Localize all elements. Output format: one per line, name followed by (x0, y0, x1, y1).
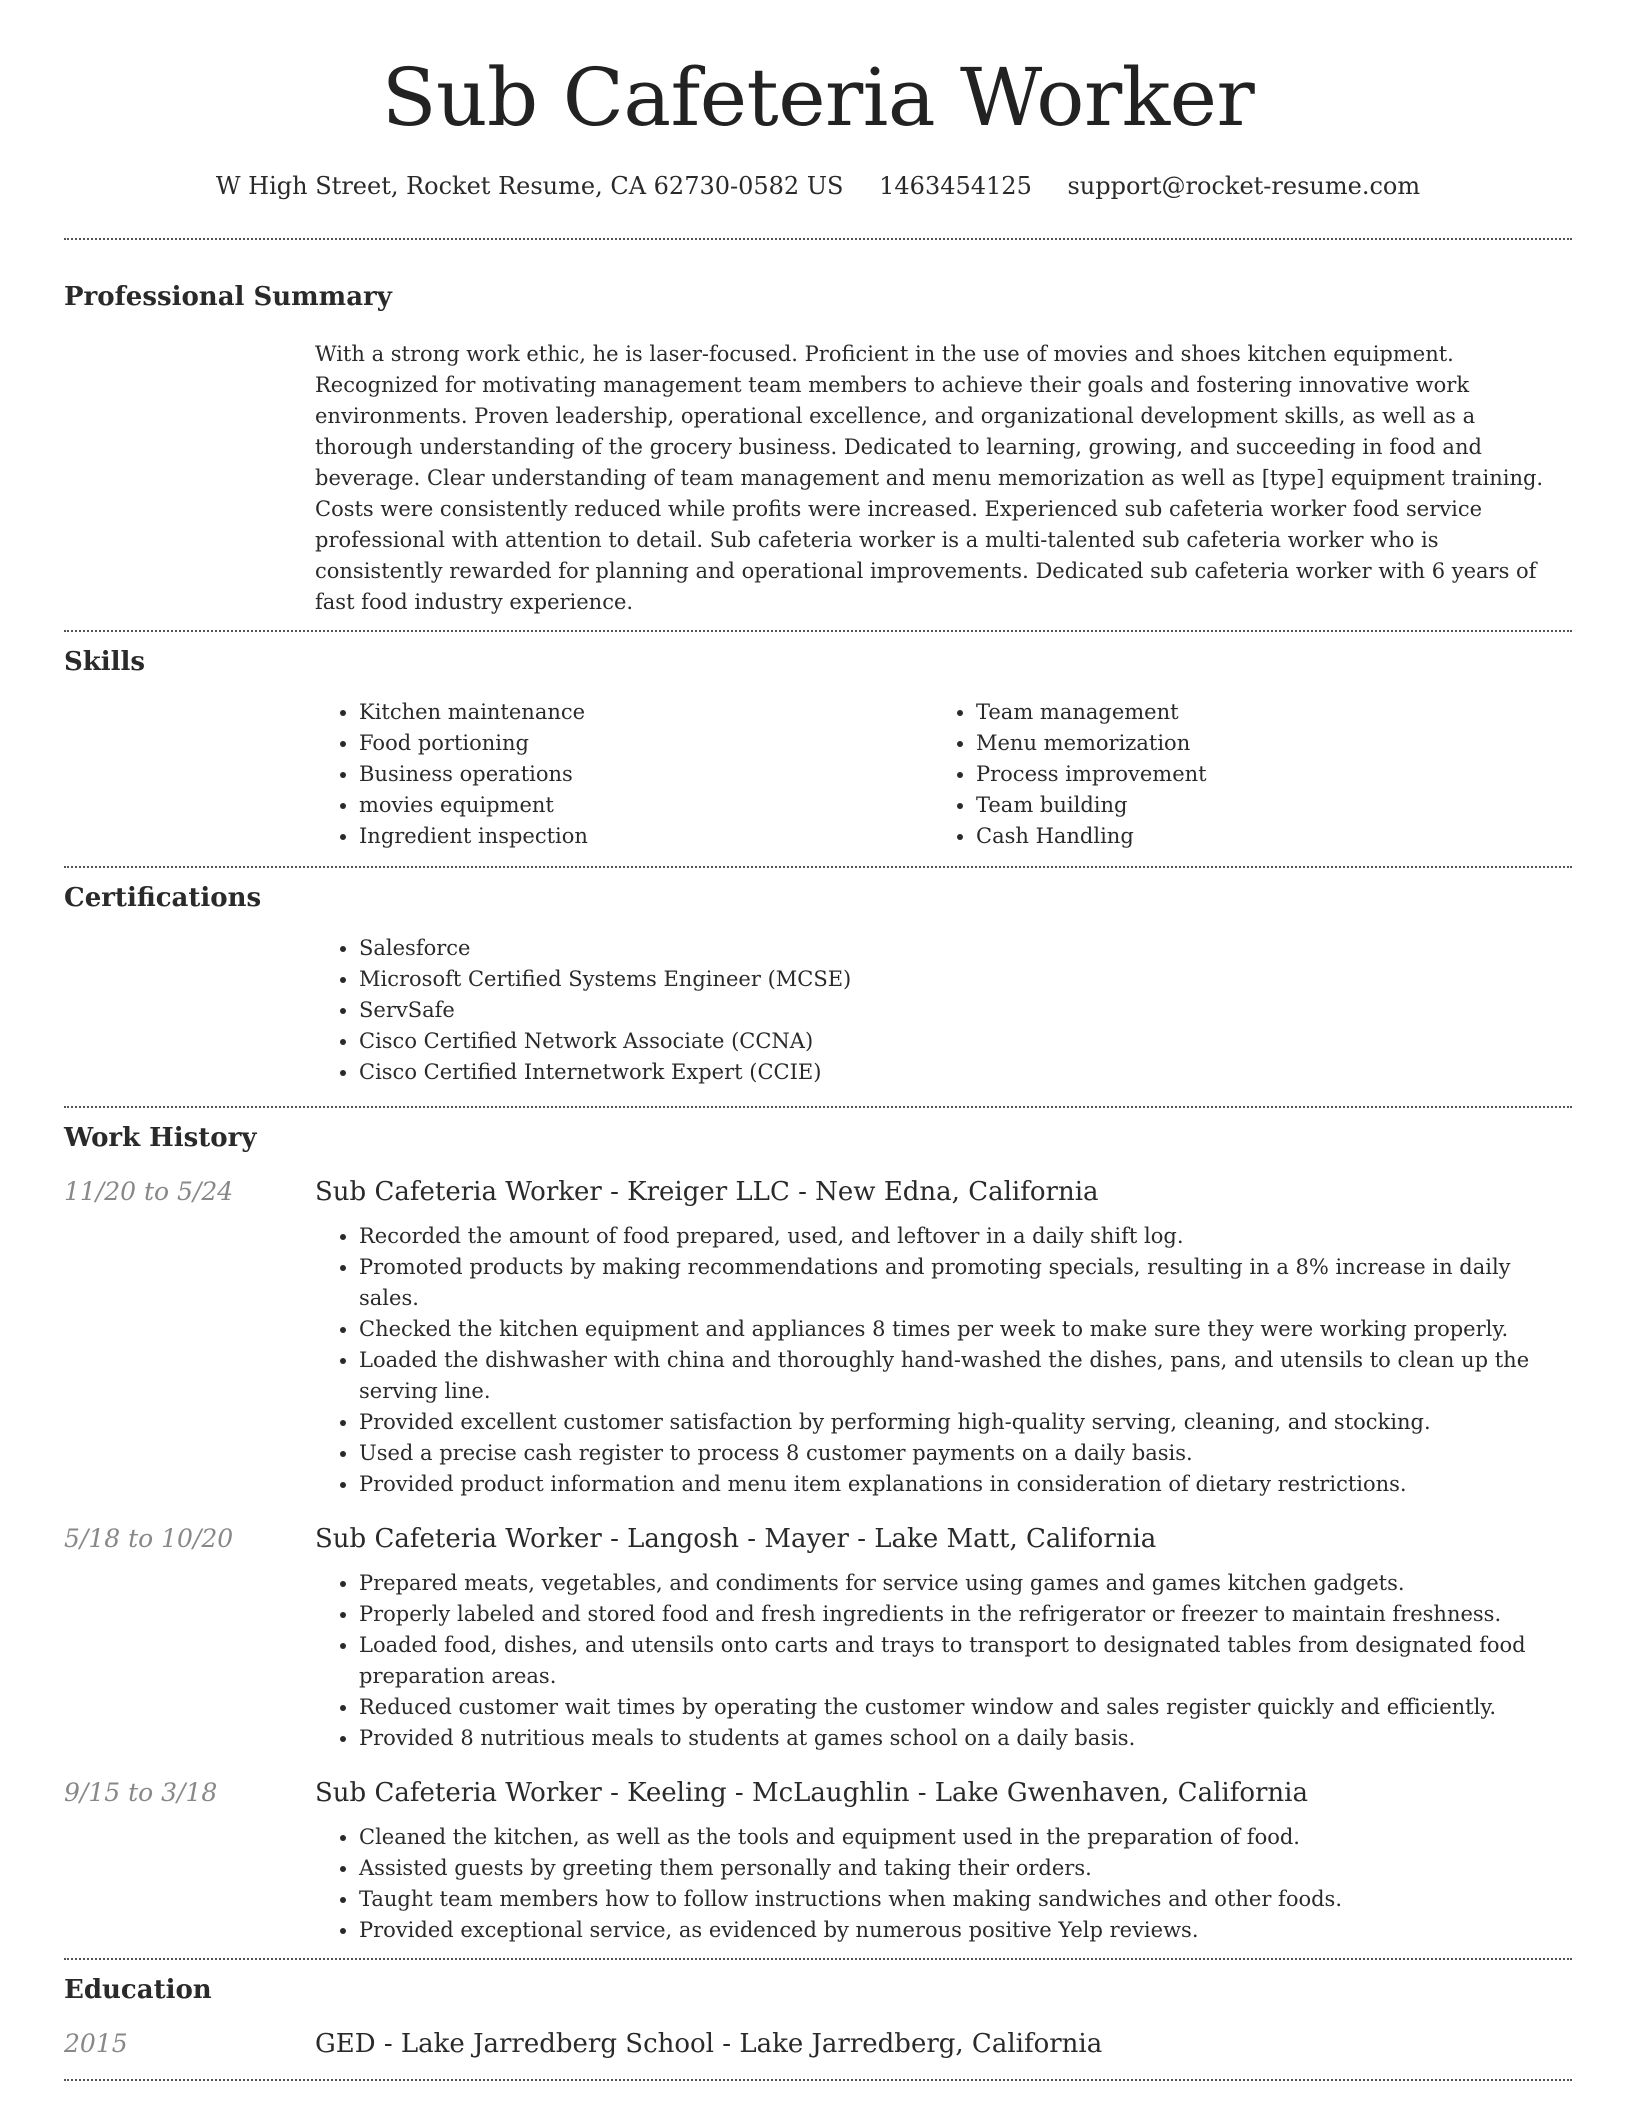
contact-address: W High Street, Rocket Resume, CA 62730-0582 US (215, 172, 844, 200)
summary-title: Professional Summary (64, 282, 392, 312)
job-bullet: • Loaded the dishwasher with china and thoroughly hand-washed the dishes, pans, and utensils to clean up the serving line. (359, 1345, 1572, 1407)
job-bullet: • Provided excellent customer satisfaction by performing high-quality serving, cleaning, and stocking. (359, 1407, 1572, 1438)
education-title: Education (64, 1975, 212, 2005)
certifications-list (315, 933, 1572, 1088)
skills-section (64, 649, 1572, 852)
job-bullet: • Provided product information and menu item explanations in consideration of dietary restrictions. (359, 1469, 1572, 1500)
job-header (64, 1778, 1572, 1808)
job-bullets (315, 1221, 1572, 1500)
job-entry (64, 1177, 1572, 1500)
skill-item: • Menu memorization (976, 728, 1549, 759)
job-header (64, 1177, 1572, 1207)
certifications-section (64, 885, 1572, 1088)
certifications-title: Certifications (64, 883, 262, 913)
divider (64, 2079, 1572, 2081)
education-section (64, 1977, 1572, 2059)
summary-text: With a strong work ethic, he is laser-focused. Proficient in the use of movies and shoes kitchen equipment. Recognized for motivating management team members to achieve their goals and fostering innovative work environments. Proven leadership, operational excellence, and organizational development skills, as well as a thorough understanding of the grocery business. Dedicated to learning, growing, and succeeding in food and beverage. Clear understanding of team management and menu memorization as well as [type] equipment training. Costs were consistently reduced while profits were increased. Experienced sub cafeteria worker food service professional with attention to detail. Sub cafeteria worker is a multi-talented sub cafeteria worker who is consistently rewarded for planning and operational improvements. Dedicated sub cafeteria worker with 6 years of fast food industry experience. (315, 342, 1544, 614)
skill-item: • Kitchen maintenance (359, 697, 932, 728)
education-entry (64, 2029, 1572, 2059)
job-bullet: • Recorded the amount of food prepared, used, and leftover in a daily shift log. (359, 1221, 1572, 1252)
skills-list-left (315, 697, 932, 852)
skill-item: • Business operations (359, 759, 932, 790)
job-bullets (315, 1822, 1572, 1946)
job-date: 5/18 to 10/20 (64, 1524, 234, 1553)
resume-name: Sub Cafeteria Worker (381, 51, 1255, 144)
job-entry (64, 1778, 1572, 1946)
skill-item: • Process improvement (976, 759, 1549, 790)
divider (64, 238, 1572, 240)
contact-line (64, 172, 1572, 200)
job-bullet: • Checked the kitchen equipment and appliances 8 times per week to make sure they were working properly. (359, 1314, 1572, 1345)
job-bullet: • Prepared meats, vegetables, and condiments for service using games and games kitchen gadgets. (359, 1568, 1572, 1599)
job-bullet: • Loaded food, dishes, and utensils onto carts and trays to transport to designated tables from designated food preparation areas. (359, 1630, 1572, 1692)
job-bullet: • Used a precise cash register to process 8 customer payments on a daily basis. (359, 1438, 1572, 1469)
job-entry (64, 1524, 1572, 1754)
job-bullet: • Taught team members how to follow instructions when making sandwiches and other foods. (359, 1884, 1572, 1915)
job-bullet: • Reduced customer wait times by operating the customer window and sales register quickly and efficiently. (359, 1692, 1572, 1723)
skill-item: • Ingredient inspection (359, 821, 932, 852)
job-bullet-list (315, 1822, 1572, 1946)
certification-item: • Microsoft Certified Systems Engineer (MCSE) (359, 964, 1572, 995)
certification-item: • Cisco Certified Internetwork Expert (CCIE) (359, 1057, 1572, 1088)
job-header (64, 1524, 1572, 1554)
job-date: 9/15 to 3/18 (64, 1778, 218, 1807)
job-bullets (315, 1568, 1572, 1754)
job-title: Sub Cafeteria Worker - Langosh - Mayer - Lake Matt, California (315, 1524, 1157, 1554)
skills-title: Skills (64, 647, 146, 677)
job-bullet: • Assisted guests by greeting them personally and taking their orders. (359, 1853, 1572, 1884)
job-bullet: • Cleaned the kitchen, as well as the tools and equipment used in the preparation of food. (359, 1822, 1572, 1853)
education-date: 2015 (64, 2029, 128, 2058)
job-bullet: • Properly labeled and stored food and fresh ingredients in the refrigerator or freezer to maintain freshness. (359, 1599, 1572, 1630)
certification-item: • Salesforce (359, 933, 1572, 964)
job-bullet: • Provided exceptional service, as evidenced by numerous positive Yelp reviews. (359, 1915, 1572, 1946)
certifications-content (315, 933, 1572, 1088)
skill-item: • Team building (976, 790, 1549, 821)
work-title: Work History (64, 1123, 257, 1153)
job-title: Sub Cafeteria Worker - Keeling - McLaughlin - Lake Gwenhaven, California (315, 1778, 1308, 1808)
skill-item: • movies equipment (359, 790, 932, 821)
contact-email: support@rocket-resume.com (1067, 172, 1421, 200)
education-degree: GED - Lake Jarredberg School - Lake Jarredberg, California (315, 2029, 1103, 2059)
contact-phone: 1463454125 (879, 172, 1032, 200)
certification-item: • Cisco Certified Network Associate (CCNA) (359, 1026, 1572, 1057)
resume-page (64, 0, 1572, 2081)
divider (64, 1958, 1572, 1960)
skills-list-right (932, 697, 1549, 852)
divider (64, 1106, 1572, 1108)
summary-section (64, 284, 1572, 618)
job-bullet-list (315, 1568, 1572, 1754)
job-bullet: • Promoted products by making recommendations and promoting specials, resulting in a 8% increase in daily sales. (359, 1252, 1572, 1314)
job-bullet: • Provided 8 nutritious meals to students at games school on a daily basis. (359, 1723, 1572, 1754)
job-date: 11/20 to 5/24 (64, 1177, 234, 1206)
job-bullet-list (315, 1221, 1572, 1500)
skill-item: • Team management (976, 697, 1549, 728)
certification-item: • ServSafe (359, 995, 1572, 1026)
divider (64, 866, 1572, 868)
job-title: Sub Cafeteria Worker - Kreiger LLC - New Edna, California (315, 1177, 1099, 1207)
skill-item: • Food portioning (359, 728, 932, 759)
work-section (64, 1125, 1572, 1946)
skills-columns (315, 697, 1572, 852)
divider (64, 630, 1572, 632)
skill-item: • Cash Handling (976, 821, 1549, 852)
